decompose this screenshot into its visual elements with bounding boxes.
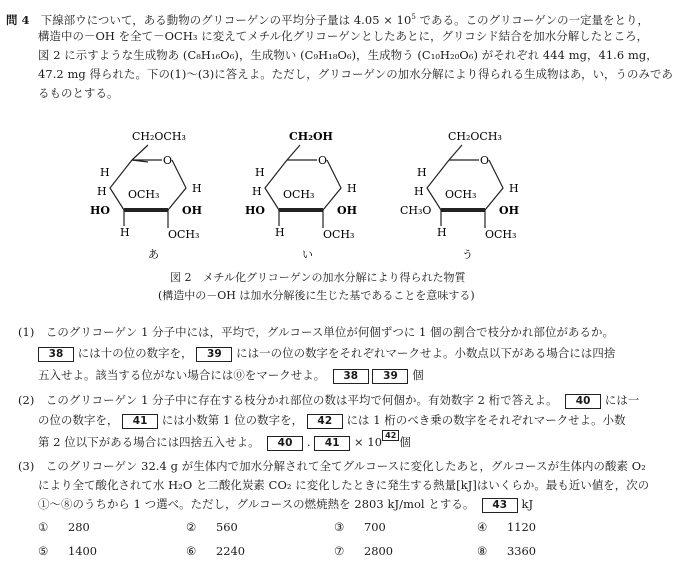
q2-line1-text: (2) このグリコーゲン 1 分子中に存在する枝分かれ部位の数は平均で何個か。有効数字 2 桁で答えよ。 bbox=[18, 393, 558, 407]
q2-pre2: の位の数字を， bbox=[38, 413, 119, 427]
answer-box-39-inline[interactable]: 39 bbox=[372, 369, 408, 384]
option-4[interactable] bbox=[477, 520, 536, 534]
q2-line1 bbox=[18, 393, 639, 409]
header-text-3: 図 2 に示すような生成物あ (C₈H₁₆O₆)，生成物い (C₉H₁₈O₆)，生成物う (C₁₀H₂₀O₆) がそれぞれ 444 mg，41.6 mg， bbox=[38, 48, 658, 62]
mol-c-h1: H bbox=[417, 166, 427, 179]
mol-c-top-group: CH₂OCH₃ bbox=[448, 130, 502, 143]
q2-line3-text: 第 2 位以下がある場合には四捨五入せよ。 bbox=[38, 435, 260, 449]
q1-line3 bbox=[38, 368, 424, 384]
mol-a-oh-right: OH bbox=[182, 204, 202, 217]
option-mark: ⑤ bbox=[38, 544, 49, 558]
answer-box-39[interactable]: 39 bbox=[196, 347, 232, 362]
mol-c-h3: H bbox=[414, 185, 424, 198]
mol-b-label: い bbox=[302, 248, 313, 261]
q2-mid2b: には 1 桁のべき乗の数字をそれぞれマークせよ。小数 bbox=[346, 413, 626, 427]
mol-c-h2: H bbox=[509, 182, 519, 195]
q2-end1: には一 bbox=[604, 393, 640, 407]
q1-line3-text: 五入せよ。該当する位がない場合には⓪をマークせよ。 bbox=[38, 368, 326, 382]
option-7[interactable] bbox=[334, 544, 393, 558]
answer-box-38[interactable]: 38 bbox=[38, 347, 74, 362]
option-value: 1400 bbox=[68, 544, 97, 558]
mol-c-ring-oxygen: O bbox=[480, 154, 490, 167]
option-8[interactable] bbox=[477, 544, 536, 558]
question-label: 問 4 bbox=[6, 12, 30, 27]
mol-b-oh-left: HO bbox=[245, 204, 265, 217]
figure-caption-note: (構造中の－OH は加水分解後に生じた基であることを意味する) bbox=[158, 289, 475, 302]
mol-a-h1: H bbox=[100, 166, 110, 179]
option-value: 3360 bbox=[507, 544, 536, 558]
mol-b-h1: H bbox=[255, 166, 265, 179]
mol-a-och3: OCH₃ bbox=[128, 188, 160, 201]
answer-box-42[interactable]: 42 bbox=[307, 414, 343, 429]
q1-line2 bbox=[38, 346, 615, 362]
option-6[interactable] bbox=[186, 544, 245, 558]
mol-a-label: あ bbox=[148, 248, 159, 261]
mol-c-och3: OCH₃ bbox=[445, 188, 477, 201]
q2-dot: . bbox=[306, 435, 311, 449]
mol-b-bottom: OCH₃ bbox=[323, 228, 355, 241]
mol-a-bottom: OCH₃ bbox=[168, 228, 200, 241]
mol-a-h3: H bbox=[97, 185, 107, 198]
mol-b-och3: OCH₃ bbox=[283, 188, 315, 201]
mol-b-ring-oxygen: O bbox=[318, 154, 328, 167]
header-text-5: るものとする。 bbox=[38, 86, 119, 100]
mol-a-top-group: CH₂OCH₃ bbox=[132, 130, 186, 143]
q2-unit: 個 bbox=[399, 435, 411, 449]
option-2[interactable] bbox=[186, 520, 238, 534]
option-value: 280 bbox=[68, 520, 90, 534]
answer-box-43[interactable]: 43 bbox=[482, 498, 518, 513]
option-1[interactable] bbox=[38, 520, 90, 534]
mol-a-h2: H bbox=[192, 182, 202, 195]
option-mark: ⑧ bbox=[477, 544, 488, 558]
option-5[interactable] bbox=[38, 544, 97, 558]
q3-line3-text: ①～⑧のうちから 1 つ選べ。ただし，グルコースの燃焼熱を 2803 kJ/mol とする。 bbox=[38, 497, 475, 511]
option-mark: ① bbox=[38, 520, 49, 534]
mol-c-och3-left: CH₃O bbox=[400, 204, 432, 217]
q2-times: × 10 bbox=[354, 435, 383, 449]
q3-line2: により全て酸化されて水 H₂O と二酸化炭素 CO₂ に変化したときに発生する熱量[kJ]はいくらか。最も近い値を，次の bbox=[38, 478, 650, 492]
option-value: 700 bbox=[364, 520, 386, 534]
option-value: 1120 bbox=[507, 520, 536, 534]
option-mark: ⑦ bbox=[334, 544, 345, 558]
q2-mid2a: には小数第 1 位の数字を， bbox=[161, 413, 304, 427]
mol-c-bottom: OCH₃ bbox=[485, 228, 517, 241]
q1-mid1: には十の位の数字を， bbox=[77, 346, 193, 360]
q1-unit: 個 bbox=[412, 368, 424, 382]
option-mark: ⑥ bbox=[186, 544, 197, 558]
mol-a-oh-left: HO bbox=[90, 204, 110, 217]
answer-box-42-exponent[interactable]: 42 bbox=[382, 430, 399, 441]
answer-box-40[interactable]: 40 bbox=[565, 394, 601, 409]
option-value: 2800 bbox=[364, 544, 393, 558]
q3-line3 bbox=[38, 497, 533, 513]
q1-mid2: には一の位の数字をそれぞれマークせよ。小数点以下がある場合には四捨 bbox=[236, 346, 616, 360]
molecule-c bbox=[400, 130, 519, 261]
option-mark: ② bbox=[186, 520, 197, 534]
q1-line1: (1) このグリコーゲン 1 分子中には，平均で，グルコース単位が何個ずつに 1 個の割合で枝分かれ部位があるか。 bbox=[18, 325, 614, 339]
mol-a-h4: H bbox=[120, 226, 130, 239]
answer-box-41[interactable]: 41 bbox=[122, 414, 158, 429]
answer-box-40-inline[interactable]: 40 bbox=[267, 436, 303, 451]
q3-unit: kJ bbox=[521, 497, 534, 511]
header-text-1: 下線部ウについて，ある動物のグリコーゲンの平均分子量は 4.05 × 10 bbox=[40, 12, 412, 27]
header-exponent: 5 bbox=[411, 13, 416, 21]
header-text-2: 構造中の－OH を全て－OCH₃ に変えてメチル化グリコーゲンとしたあとに，グリコシド結合を加水分解したところ， bbox=[38, 29, 649, 43]
header-text-1-end: である。このグリコーゲンの一定量をとり， bbox=[415, 12, 650, 27]
mol-b-h3: H bbox=[252, 185, 262, 198]
option-mark: ④ bbox=[477, 520, 488, 534]
q2-line3 bbox=[38, 431, 411, 451]
mol-c-h4: H bbox=[437, 226, 447, 239]
mol-b-h2: H bbox=[347, 182, 357, 195]
molecule-a bbox=[90, 130, 202, 261]
question-header-line1 bbox=[6, 10, 649, 27]
q3-line1: (3) このグリコーゲン 32.4 g が生体内で加水分解されて全てグルコースに変化したあと，グルコースが生体内の酸素 O₂ bbox=[18, 459, 646, 473]
q2-line2 bbox=[38, 413, 626, 429]
header-text-4: 47.2 mg 得られた。下の(1)～(3)に答えよ。ただし，グリコーゲンの加水分解により得られる生成物はあ，い，うのみであ bbox=[38, 67, 673, 81]
mol-c-label: う bbox=[462, 248, 473, 261]
molecule-b bbox=[245, 130, 357, 261]
option-3[interactable] bbox=[334, 520, 386, 534]
option-value: 2240 bbox=[216, 544, 245, 558]
answer-box-41-inline[interactable]: 41 bbox=[314, 436, 350, 451]
mol-c-oh-right: OH bbox=[499, 204, 519, 217]
mol-b-h4: H bbox=[275, 226, 285, 239]
option-mark: ③ bbox=[334, 520, 345, 534]
answer-box-38-inline[interactable]: 38 bbox=[333, 369, 369, 384]
mol-b-top-group: CH₂OH bbox=[289, 130, 333, 143]
option-value: 560 bbox=[216, 520, 238, 534]
mol-b-oh-right: OH bbox=[337, 204, 357, 217]
figure-caption: 図 2 メチル化グリコーゲンの加水分解により得られた物質 bbox=[170, 271, 466, 284]
mol-a-ring-oxygen: O bbox=[163, 154, 173, 167]
